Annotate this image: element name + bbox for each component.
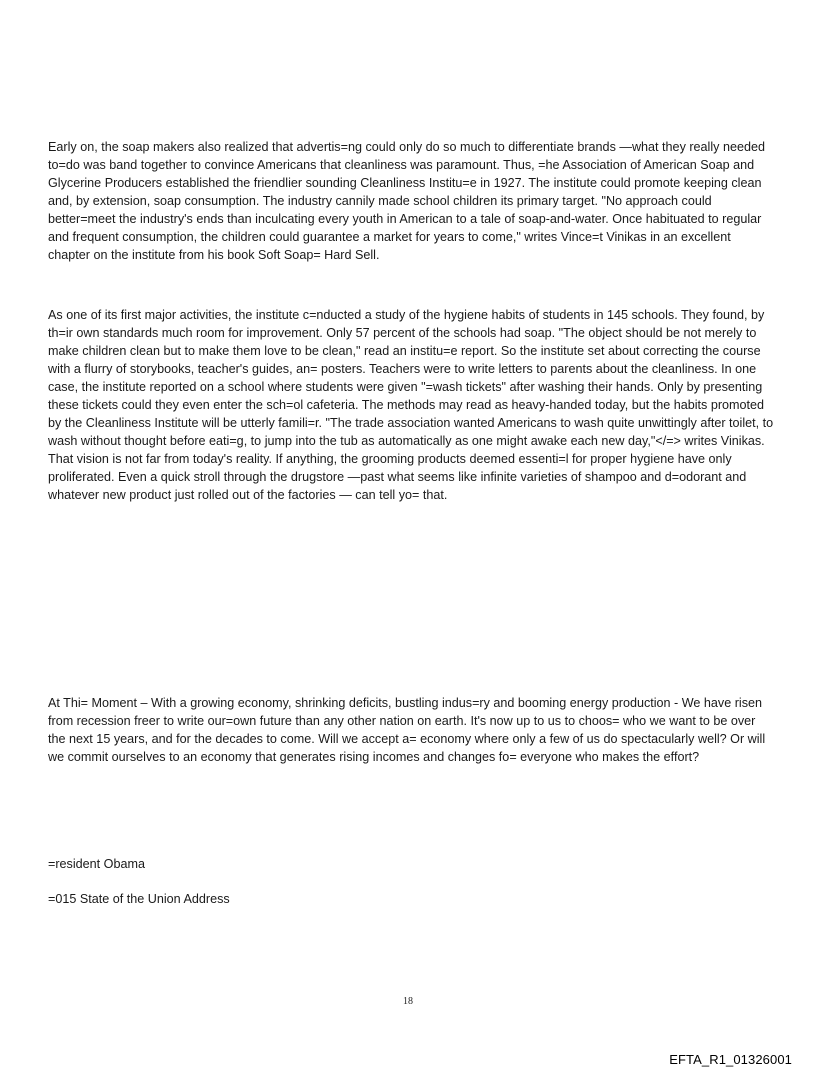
paragraph-quote: At Thi= Moment – With a growing economy, shrinking deficits, bustling indus=ry and booming energy production - We have risen from recession freer to write our=own future than any other nation on earth. It's now up to us to choos= who we want to be over the next 15 years, and for the decades to come. Will we accept a= economy where only a few of us do spectacularly well? Or will we commit ourselves to an economy that generates rising incomes and changes fo= everyone who makes the effort? (48, 696, 766, 764)
document-id: EFTA_R1_01326001 (669, 1052, 792, 1067)
quote-attribution-source: =015 State of the Union Address (48, 892, 230, 906)
paragraph-soap-makers: Early on, the soap makers also realized that advertis=ng could only do so much to differentiate brands —what they really needed to=do was band together to convince Americans that cleanliness was paramount. Thus, =he Association of American Soap and Glycerine Producers established the friendlier sounding Cleanliness Institu=e in 1927. The institute could promote keeping clean and, by extension, soap consumption. The industry cannily made school children its primary target. "No approach could better=meet the industry's ends than inculcating every youth in American to a tale of soap-and-water. Once habituated to regular and frequent consumption, the children could guarantee a market for years to come," writes Vince=t Vinikas in an excellent chapter on the institute from his book Soft Soap= Hard Sell. (48, 140, 765, 262)
quote-attribution-name: =resident Obama (48, 857, 145, 871)
paragraph-cleanliness-institute: As one of its first major activities, the institute c=nducted a study of the hygiene habits of students in 145 schools. They found, by th=ir own standards much room for improvement. Only 57 percent of the schools had soap. "The object should be not merely to make children clean but to make them love to be clean," read an institu=e report. So the institute set about correcting the course with a flurry of storybooks, teacher's guides, an= posters. Teachers were to write letters to parents about the cleanliness. In one case, the institute reported on a school where students were given "=wash tickets" after washing their hands. Only by presenting these tickets could they even enter the sch=ol cafeteria. The methods may read as heavy-handed today, but the habits promoted by the Cleanliness Institute will be utterly famili=r. "The trade association wanted Americans to wash quite unwittingly after toilet, to wash without thought before eati=g, to jump into the tub as automatically as one might awake each new day,"</=> writes Vinikas. That vision is not far from today's reality. If anything, the grooming products deemed essenti=l for proper hygiene have only proliferated. Even a quick stroll through the drugstore —past what seems like infinite varieties of shampoo and d=odorant and whatever new product just rolled out of the factories — can tell yo= that. (48, 308, 774, 502)
page-number: 18 (403, 996, 413, 1007)
